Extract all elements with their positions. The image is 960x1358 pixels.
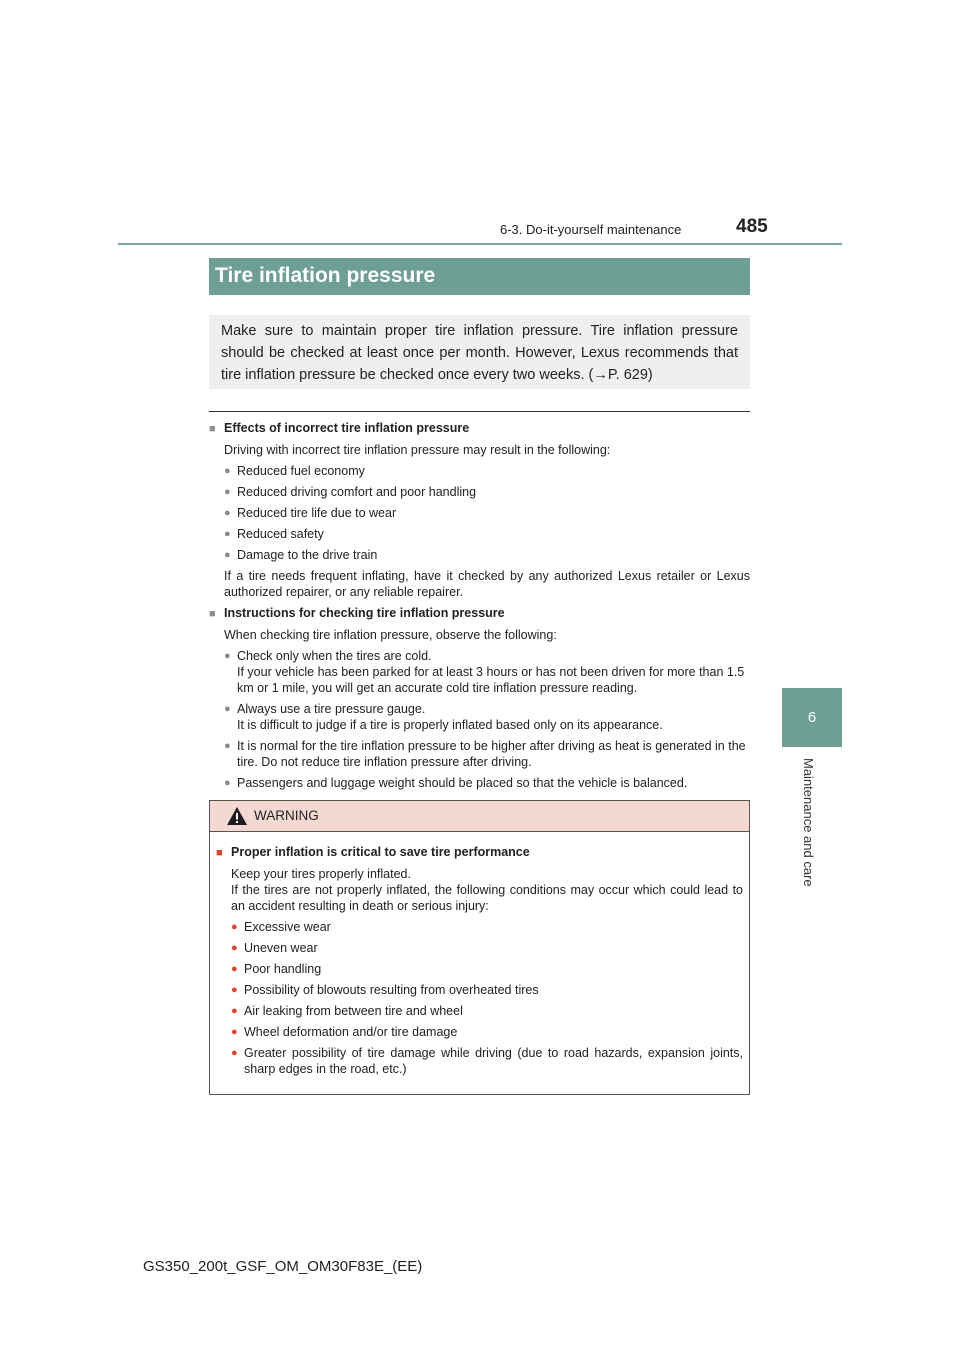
list-item: ● Passengers and luggage weight should be placed so that the vehicle is balanced. <box>224 776 688 790</box>
list-item: ● Greater possibility of tire damage while driving (due to road hazards, expansion joints, sharp edges in the road, etc.) <box>231 1046 743 1076</box>
list-item: ● Reduced driving comfort and poor handling <box>224 485 477 499</box>
warning-text: Keep your tires properly inflated. If the tires are not properly inflated, the following conditions may occur which could lead to an accident resulting in death or serious injury: <box>231 867 743 913</box>
section-lead: Driving with incorrect tire inflation pressure may result in the following: <box>224 443 611 457</box>
list-item: ● Excessive wear <box>231 920 331 934</box>
document-code: GS350_200t_GSF_OM_OM30F83E_(EE) <box>143 1258 423 1275</box>
dot-bullet-icon: ● <box>231 942 238 954</box>
header-rule <box>118 243 842 245</box>
list-item: ● Damage to the drive train <box>224 548 378 562</box>
dot-bullet-icon: ● <box>224 507 231 519</box>
list-item: ● Wheel deformation and/or tire damage <box>231 1025 458 1039</box>
page-number: 485 <box>736 216 768 237</box>
dot-bullet-icon: ● <box>224 650 231 662</box>
warning-body <box>210 832 749 1077</box>
list-item: ● Air leaking from between tire and wheel <box>231 1004 463 1018</box>
list-item: ● It is normal for the tire inflation pressure to be higher after driving as heat is generated in the tire. Do not reduce tire inflation pressure after driving. <box>224 739 746 769</box>
page-title: Tire inflation pressure <box>215 264 436 287</box>
title-bar <box>209 258 750 295</box>
list-item: ● Possibility of blowouts resulting from overheated tires <box>231 983 539 997</box>
dot-bullet-icon: ● <box>224 703 231 715</box>
dot-bullet-icon: ● <box>224 486 231 498</box>
dot-bullet-icon: ● <box>231 921 238 933</box>
list-item: ● Reduced safety <box>224 527 324 541</box>
dot-bullet-icon: ● <box>224 549 231 561</box>
warning-box <box>209 800 750 1095</box>
dot-bullet-icon: ● <box>224 528 231 540</box>
warning-heading: ■ Proper inflation is critical to save tire performance <box>216 845 530 859</box>
dot-bullet-icon: ● <box>231 984 238 996</box>
section-divider <box>209 411 750 412</box>
header-section-title: 6-3. Do-it-yourself maintenance <box>500 222 682 237</box>
square-marker-icon: ■ <box>209 608 216 620</box>
section-heading: ■ Effects of incorrect tire inflation pressure <box>209 421 470 435</box>
square-marker-icon: ■ <box>209 423 216 435</box>
dot-bullet-icon: ● <box>231 1047 238 1059</box>
dot-bullet-icon: ● <box>224 465 231 477</box>
chapter-tab: 6 <box>782 688 842 747</box>
main-content <box>209 420 750 796</box>
dot-bullet-icon: ● <box>231 963 238 975</box>
section-note: If a tire needs frequent inflating, have it checked by any authorized Lexus retailer or Lexus authorized repairer, or any reliable repairer. <box>224 569 750 599</box>
dot-bullet-icon: ● <box>231 1026 238 1038</box>
list-item: ● Check only when the tires are cold. If your vehicle has been parked for at least 3 hours or has not been driven for more than 1.5 km or 1 mile, you will get an accurate cold tire inflation pressure reading. <box>224 649 745 695</box>
dot-bullet-icon: ● <box>224 740 231 752</box>
list-item: ● Reduced fuel economy <box>224 464 365 478</box>
square-marker-icon: ■ <box>216 847 223 859</box>
chapter-label: Maintenance and care <box>801 758 816 887</box>
section-lead: When checking tire inflation pressure, observe the following: <box>224 628 557 642</box>
list-item: ● Reduced tire life due to wear <box>224 506 397 520</box>
list-item: ● Uneven wear <box>231 941 318 955</box>
list-item: ● Always use a tire pressure gauge. It is difficult to judge if a tire is properly inflated based only on its appearance. <box>224 702 663 732</box>
warning-label: WARNING <box>254 808 319 823</box>
intro-box: Make sure to maintain proper tire inflation pressure. Tire inflation pressure should be checked at least once per month. However, Lexus recommends that tire inflation pressure be checked once every two weeks. (→P. 629) <box>209 315 750 389</box>
warning-header <box>210 801 749 832</box>
warning-triangle-icon <box>226 806 248 826</box>
list-item: ● Poor handling <box>231 962 322 976</box>
dot-bullet-icon: ● <box>231 1005 238 1017</box>
section-heading: ■ Instructions for checking tire inflation pressure <box>209 606 505 620</box>
dot-bullet-icon: ● <box>224 777 231 789</box>
